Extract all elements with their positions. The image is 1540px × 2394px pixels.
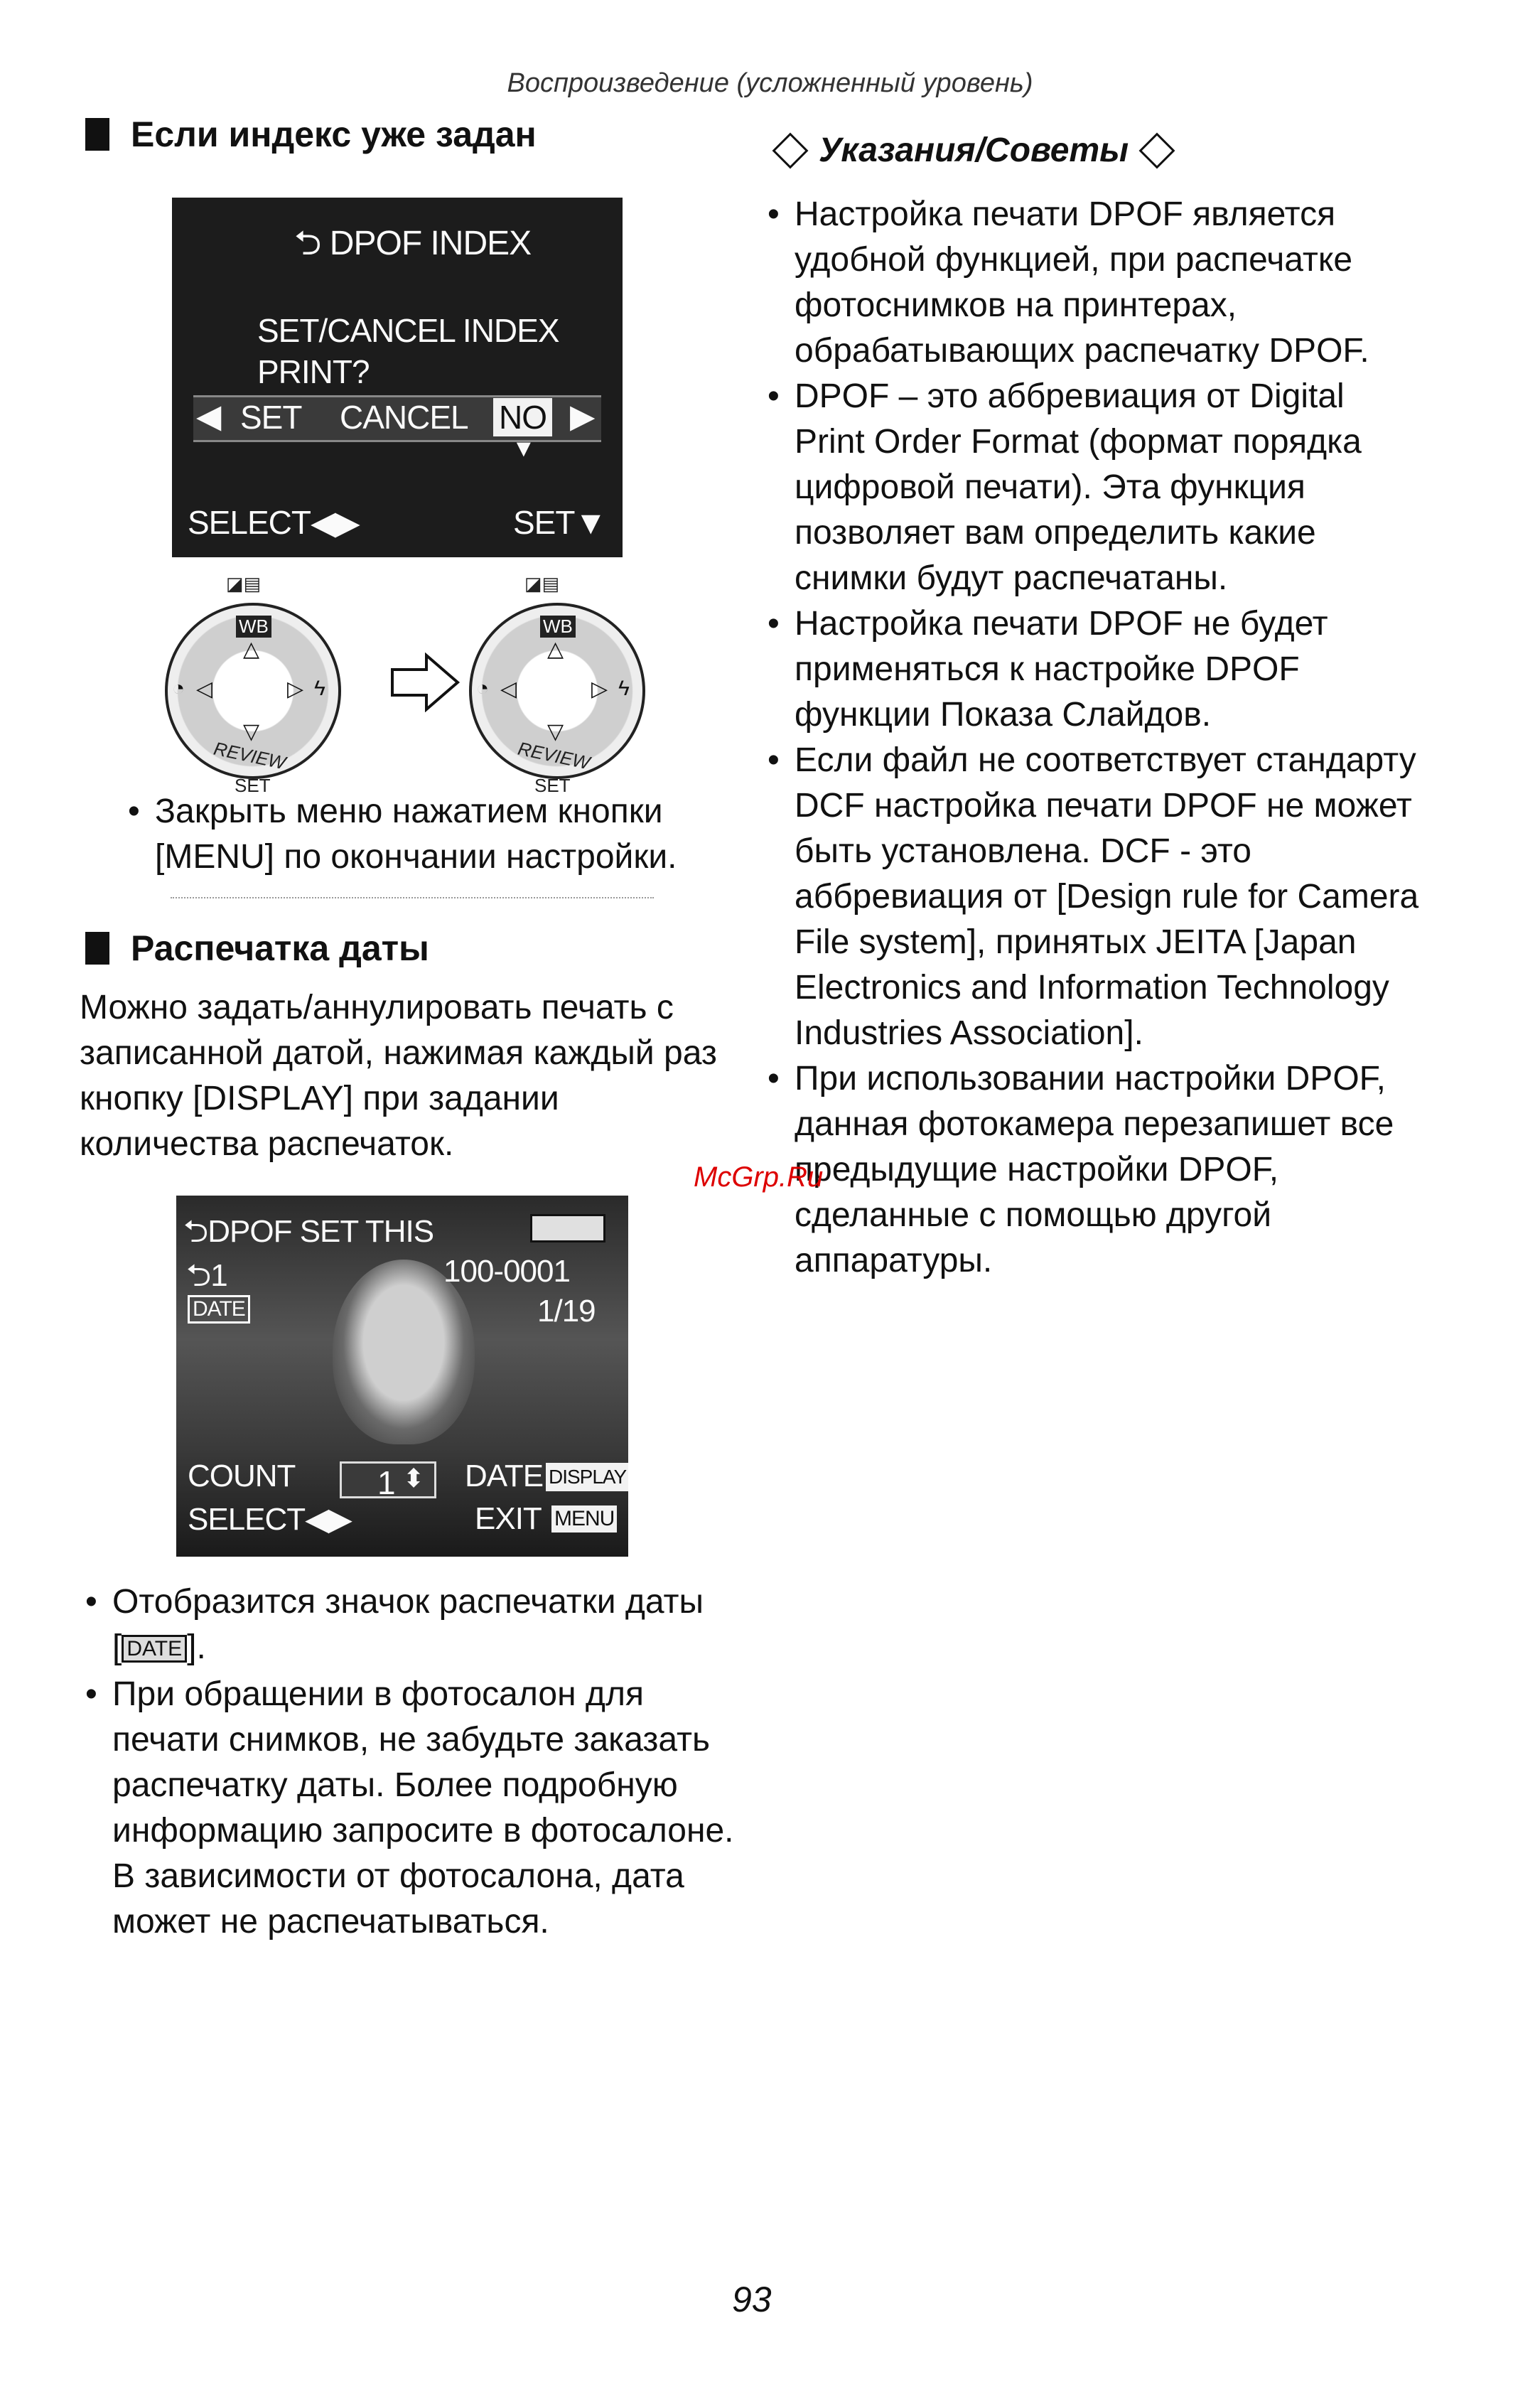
section-title-index — [85, 114, 537, 155]
review-label: REVIEW — [212, 737, 288, 774]
left-arrow-icon[interactable]: ◁ — [500, 677, 517, 701]
cursor-dial-left[interactable] — [165, 603, 341, 779]
camera-screen-dpof-set — [176, 1196, 628, 1557]
review-label: REVIEW — [516, 737, 592, 774]
count-label: COUNT — [188, 1459, 296, 1493]
screen-set-label: SET▼ — [513, 504, 606, 541]
section-marker — [85, 118, 109, 151]
print-icon: ⮌ — [186, 1258, 211, 1293]
down-arrow-icon[interactable]: ▽ — [547, 720, 564, 744]
list-item: • Отобразится значок распечатки даты [ DATE ]. — [85, 1579, 753, 1672]
section-title-text: Распечатка даты — [131, 928, 429, 968]
file-number: 100-0001 — [443, 1254, 570, 1289]
count-value: 1 — [377, 1464, 395, 1501]
tip-item: • Если файл не соответствует стандарту DCF настройка печати DPOF не может быть установлена. DCF - это аббревиация от [Design rule for Camera File system], принятых JEITA [Japan Electronics and Information Technology Industries Association]. — [768, 738, 1421, 1056]
section-title-date — [85, 928, 429, 969]
exposure-icon: ◪▤ — [226, 573, 262, 594]
wb-label: WB — [540, 616, 576, 638]
section-title-text: Если индекс уже задан — [131, 114, 537, 154]
up-arrow-icon[interactable]: △ — [547, 638, 564, 661]
dpof-icon: ⮌ — [183, 1214, 208, 1249]
divider — [171, 897, 654, 898]
set-label: SET — [534, 775, 571, 796]
exit-label: EXIT — [475, 1501, 542, 1536]
up-arrow-icon[interactable]: △ — [243, 638, 260, 661]
screen-title: ⮌DPOF SET THIS — [183, 1214, 434, 1249]
camera-screen-dpof-index — [172, 198, 623, 557]
screen-title-text: DPOF INDEX — [329, 225, 532, 262]
screen-select-label: SELECT◀▶ — [188, 504, 360, 541]
right-arrow-icon[interactable]: ▷ — [591, 677, 608, 701]
tips-list — [768, 192, 1421, 1284]
option-no[interactable]: NO — [493, 398, 552, 436]
right-arrow-icon[interactable]: ▷ — [287, 677, 304, 701]
tip-item: • Настройка печати DPOF не будет применяться к настройке DPOF функции Показа Слайдов. — [768, 601, 1421, 738]
page-header: Воспроизведение (усложненный уровень) — [507, 68, 1033, 98]
section-marker — [85, 932, 109, 965]
date-label: DATE — [465, 1459, 544, 1493]
option-cancel[interactable]: CANCEL — [340, 399, 468, 436]
cursor-dial-right[interactable] — [469, 603, 645, 779]
watermark: McGrp.Ru — [694, 1161, 824, 1193]
down-triangle-icon: ▼ — [574, 504, 606, 541]
bullet-list-date — [85, 1579, 753, 1945]
left-right-arrows-icon: ◀▶ — [305, 1502, 352, 1537]
date-paragraph: Можно задать/аннулировать печать с записанной датой, нажимая каждый раз кнопку [DISPLAY] при задании количества распечаток. — [80, 989, 717, 1163]
left-arrow-icon[interactable]: ◁ — [196, 677, 213, 701]
tips-title — [768, 131, 1180, 170]
down-arrow-icon: ▼ — [512, 435, 535, 462]
battery-icon — [530, 1214, 605, 1242]
flash-icon: ϟ — [618, 677, 630, 700]
screen-select-label: SELECT◀▶ — [188, 1502, 352, 1537]
date-icon: DATE — [188, 1295, 250, 1324]
flash-icon: ϟ — [314, 677, 325, 700]
page-number: 93 — [732, 2280, 772, 2319]
set-label: SET — [235, 775, 271, 796]
frame-counter: 1/19 — [537, 1294, 596, 1328]
self-timer-icon: ◔ — [476, 677, 490, 700]
print-count: ⮌1 — [186, 1258, 227, 1293]
exposure-icon: ◪▤ — [524, 573, 560, 594]
down-arrow-icon[interactable]: ▽ — [243, 720, 260, 744]
up-down-arrows-icon: ⬍ — [403, 1464, 424, 1493]
diamond-icon — [772, 132, 809, 168]
left-right-arrows-icon: ◀▶ — [310, 504, 360, 541]
right-arrow-icon: ▶ — [570, 397, 595, 434]
option-set[interactable]: SET — [240, 399, 302, 436]
tip-item: • При использовании настройки DPOF, данная фотокамера перезапишет все предыдущие настройки DPOF, сделанные с помощью другой аппаратуры. — [768, 1056, 1421, 1284]
list-item: • При обращении в фотосалон для печати снимков, не забудьте заказать распечатку даты. Более подробную информацию запросите в фотосалоне. В зависимости от фотосалона, дата может не распечатываться. — [85, 1672, 753, 1945]
tips-title-text: Указания/Советы — [819, 131, 1129, 169]
screen-line2: PRINT? — [257, 353, 370, 390]
tip-item: • Настройка печати DPOF является удобной функцией, при распечатке фотоснимков на принтерах, обрабатывающих распечатку DPOF. — [768, 192, 1421, 374]
left-arrow-icon: ◀ — [196, 397, 221, 434]
dpof-icon: ⮌ — [294, 225, 321, 262]
list-item: • Закрыть меню нажатием кнопки [MENU] по окончании настройки. — [128, 789, 739, 880]
date-icon: DATE — [122, 1635, 187, 1663]
bullet-list-menu — [128, 789, 739, 880]
self-timer-icon: ◔ — [172, 677, 185, 700]
menu-button[interactable]: MENU — [551, 1505, 617, 1533]
tip-item: • DPOF – это аббревиация от Digital Print Order Format (формат порядка цифровой печати). Эта функция позволяет вам определить какие снимки будут распечатаны. — [768, 374, 1421, 601]
screen-line1: SET/CANCEL INDEX — [257, 312, 559, 349]
count-field[interactable] — [340, 1461, 436, 1501]
wb-label: WB — [236, 616, 271, 638]
diamond-icon — [1139, 132, 1175, 168]
screen-title — [294, 219, 531, 277]
display-button[interactable]: DISPLAY — [546, 1463, 628, 1491]
arrow-right-icon — [389, 653, 461, 712]
